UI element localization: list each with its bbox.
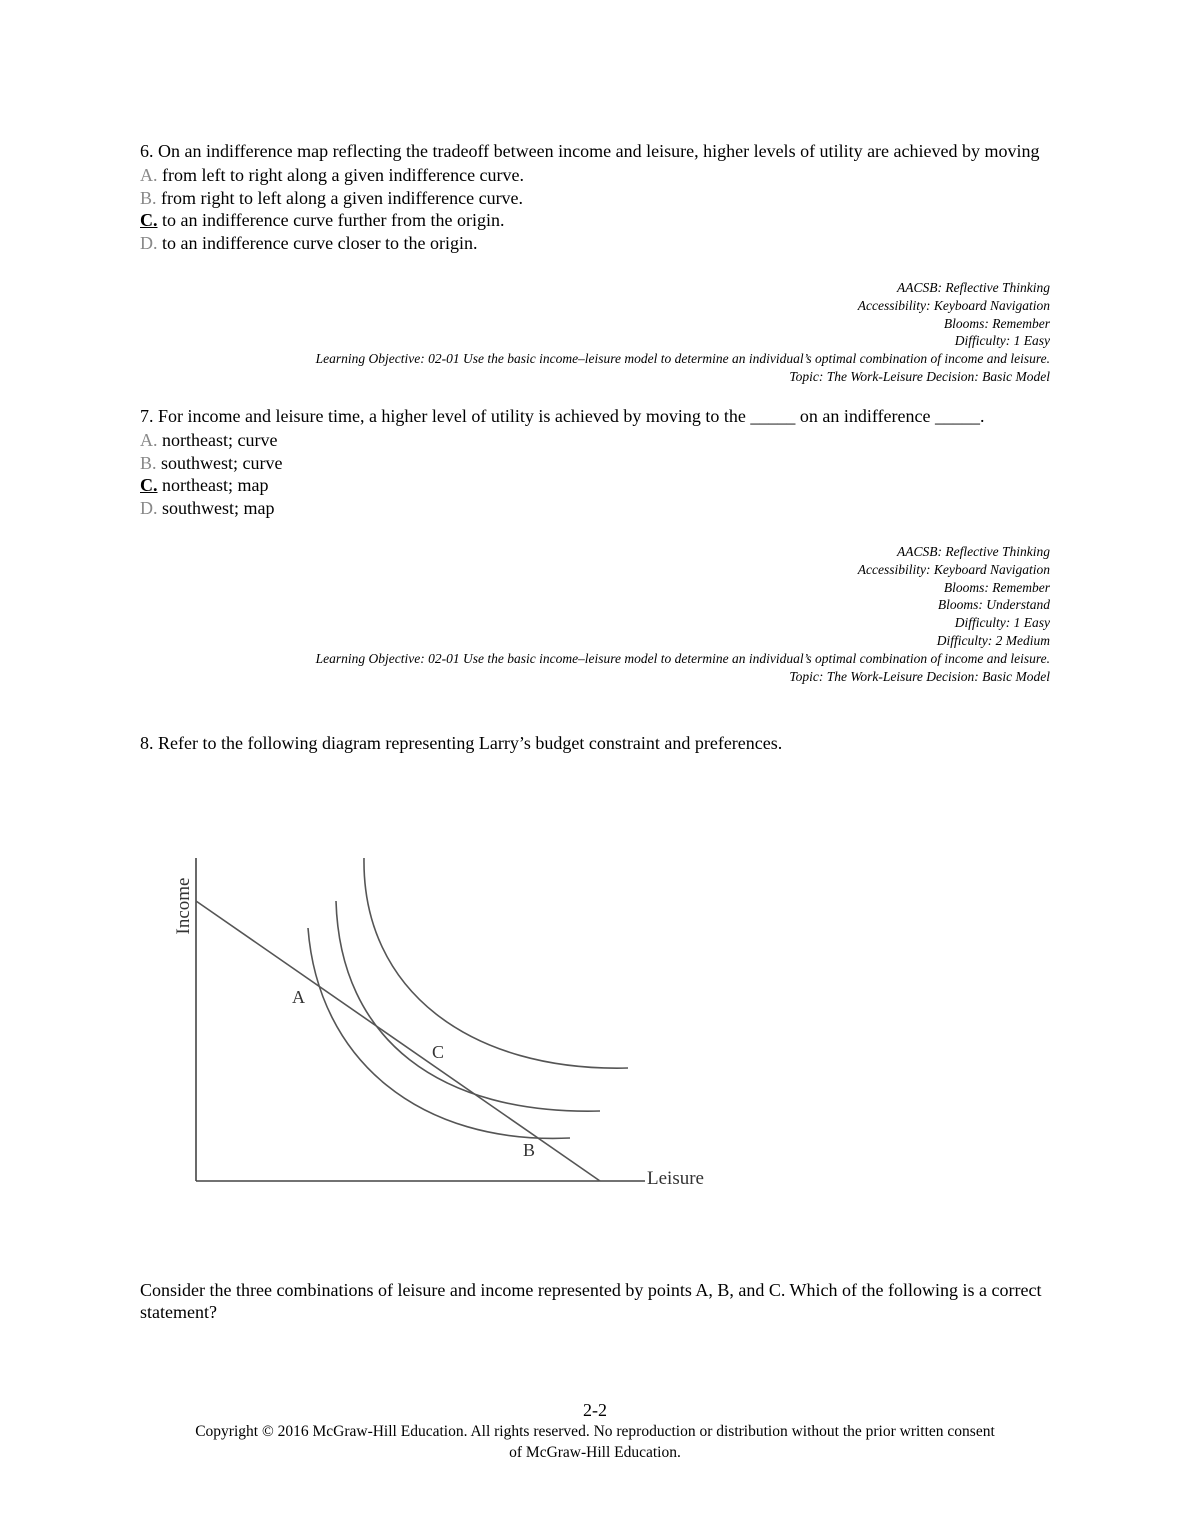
answer-option-b xyxy=(140,187,1052,210)
meta-aacsb: AACSB: Reflective Thinking xyxy=(897,280,1050,295)
copyright-line-1: Copyright © 2016 McGraw-Hill Education. All rights reserved. No reproduction or distribution without the prior written consent xyxy=(195,1423,995,1440)
meta-learning-objective: Learning Objective: 02-01 Use the basic income–leisure model to determine an individual’s optimal combination of income and leisure. xyxy=(315,351,1050,367)
point-c-label: C xyxy=(432,1042,445,1062)
option-letter: B. xyxy=(140,187,157,208)
answer-option-b xyxy=(140,452,1052,475)
option-text: northeast; curve xyxy=(162,430,278,450)
option-letter: A. xyxy=(140,165,158,185)
option-text: southwest; curve xyxy=(161,452,283,473)
y-axis-label: Income xyxy=(173,877,194,935)
option-letter: D. xyxy=(140,497,158,518)
option-text: from left to right along a given indifference curve. xyxy=(162,165,525,185)
meta-aacsb: AACSB: Reflective Thinking xyxy=(897,544,1050,559)
option-text: from right to left along a given indifference curve. xyxy=(161,187,524,208)
option-letter: A. xyxy=(140,430,158,450)
meta-accessibility: Accessibility: Keyboard Navigation xyxy=(857,297,1050,313)
question-stem: 6. On an indifference map reflecting the tradeoff between income and leisure, higher levels of utility are achieved by moving xyxy=(140,141,1040,161)
answer-option-c-correct xyxy=(140,474,1052,497)
option-text: to an indifference curve closer to the origin. xyxy=(162,232,478,253)
meta-accessibility: Accessibility: Keyboard Navigation xyxy=(857,561,1050,577)
budget-constraint-diagram xyxy=(160,850,740,1200)
page-number: 2-2 xyxy=(583,1400,607,1420)
option-text: southwest; map xyxy=(162,497,275,518)
question-stem: 7. For income and leisure time, a higher level of utility is achieved by moving to the _____ on an indifference _____. xyxy=(140,406,985,426)
meta-topic: Topic: The Work-Leisure Decision: Basic Model xyxy=(789,368,1050,384)
meta-difficulty: Difficulty: 1 Easy xyxy=(954,333,1050,349)
indifference-curve-high xyxy=(364,858,628,1068)
answer-option-d xyxy=(140,232,1052,255)
point-b-label: B xyxy=(523,1140,536,1160)
meta-difficulty: Difficulty: 1 Easy xyxy=(954,615,1050,631)
option-text: to an indifference curve further from the origin. xyxy=(162,210,505,230)
budget-line xyxy=(196,901,600,1181)
meta-blooms: Blooms: Remember xyxy=(943,579,1050,595)
correct-option-letter: C. xyxy=(140,210,158,230)
option-text: northeast; map xyxy=(162,475,269,495)
question-6-metadata xyxy=(316,279,1050,386)
option-letter: B. xyxy=(140,452,157,473)
question-6 xyxy=(140,139,1052,254)
meta-learning-objective: Learning Objective: 02-01 Use the basic income–leisure model to determine an individual’s optimal combination of income and leisure. xyxy=(315,650,1050,666)
answer-option-a xyxy=(140,429,1052,452)
answer-option-d xyxy=(140,497,1052,520)
meta-blooms: Blooms: Remember xyxy=(943,315,1050,331)
option-letter: D. xyxy=(140,232,158,253)
meta-blooms: Blooms: Understand xyxy=(937,597,1050,613)
answer-option-c-correct xyxy=(140,209,1052,232)
question-8-prompt: Consider the three combinations of leisure and income represented by points A, B, and C. Which of the following is a correct statement? xyxy=(140,1280,1042,1322)
meta-topic: Topic: The Work-Leisure Decision: Basic Model xyxy=(789,668,1050,684)
answer-option-a xyxy=(140,164,1052,187)
page-footer xyxy=(0,1399,1190,1463)
x-axis-label: Leisure xyxy=(647,1168,704,1189)
meta-difficulty: Difficulty: 2 Medium xyxy=(936,632,1050,648)
point-a-label: A xyxy=(292,987,305,1007)
question-8-stem: 8. Refer to the following diagram representing Larry’s budget constraint and preferences. xyxy=(140,733,783,753)
question-7-metadata xyxy=(316,543,1050,685)
correct-option-letter: C. xyxy=(140,475,158,495)
copyright-line-2: of McGraw-Hill Education. xyxy=(509,1444,681,1461)
question-7 xyxy=(140,404,1052,519)
